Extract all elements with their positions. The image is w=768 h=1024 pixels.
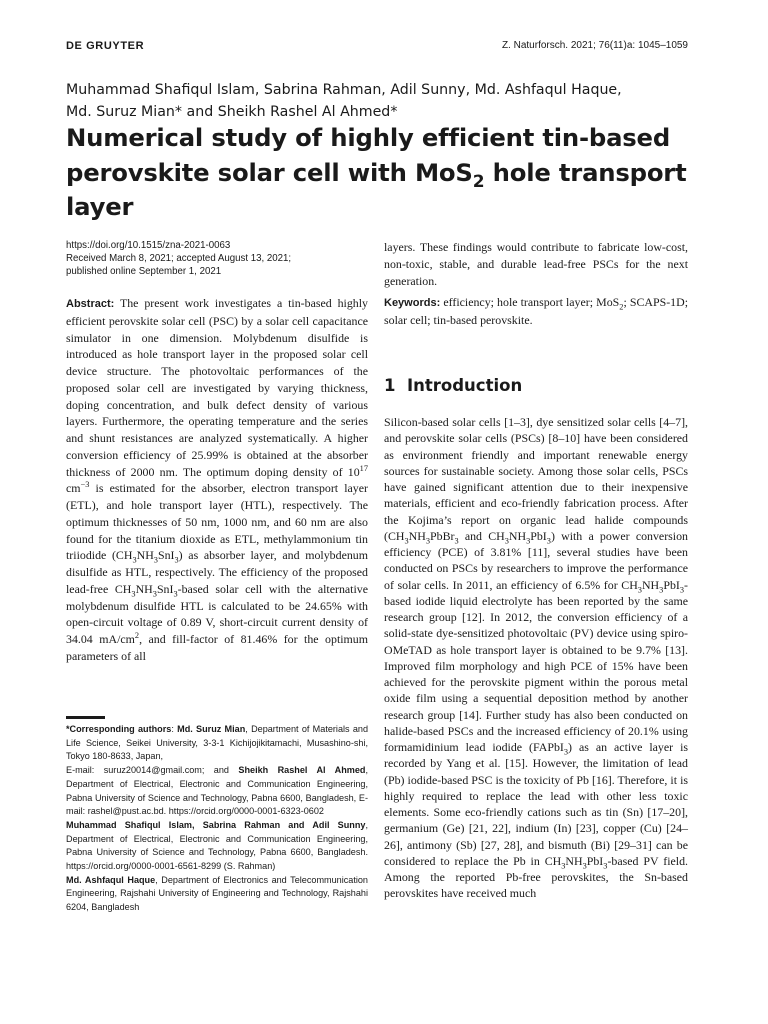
abstract-label: Abstract: bbox=[66, 298, 115, 310]
author-affiliation: Md. Ashfaqul Haque, Department of Electronics and Telecommunication Engineering, Rajshahi University of Engineering and Technology, Rajshahi 6204, Bangladesh bbox=[66, 874, 368, 913]
corresponding-authors: *Corresponding authors: Md. Suruz Mian, Department of Materials and Life Science, Seikei University, 3-3-1 Kichijojikitamachi, Musashino-shi, Tokyo 180-8633, Japan, E-mail: suruz20014@gmail.com; and Sheikh Rashel Al Ahmed, Department of Electrical, Electronic and Communication Engineering, Pabna University of Science and Technology, Pabna 6600, Bangladesh, E-mail: rashel@pust.ac.bd. https://orcid.org/0000-0001-6323-0602 bbox=[66, 724, 369, 817]
author-line: Md. Suruz Mian* and Sheikh Rashel Al Ahmed* bbox=[66, 104, 398, 120]
abstract-continued bbox=[384, 239, 688, 329]
introduction-body bbox=[384, 414, 688, 902]
title-line: layer bbox=[66, 192, 134, 221]
abstract-text: Abstract: The present work investigates a tin-based highly efficient perovskite solar cell (PSC) by a solar cell capacitance simulator in one dimension. Molybdenum disulfide is introduced as hole transport layer in the proposed solar cell device structure. The photovoltaic performances of the proposed solar cell are investigated by varying thickness, doping concentration, and bulk defect density of various layers. Furthermore, the operating temperature and the series and shunt resistances are analyzed systematically. A higher conversion efficiency of 25.99% is obtained at the absorber thickness of 2000 nm. The optimum doping density of $10^{17}$ $cm^{-3}$ is estimated for the absorber, electron transport layer (ETL), and hole transport layer (HTL), respectively. The optimum thicknesses of 50 nm, 1000 nm, and 60 nm are also found for the titanium dioxide as ETL, methylammonium tin triiodide $(CH_3NH_3SnI_3)$ as absorber layer, and molybdenum disulfide as HTL, respectively. The efficiency of the proposed lead-free $CH_3NH_3SnI_3$-based solar cell with the alternative molybdenum disulfide HTL is calculated to be 24.65% with open-circuit voltage of 0.89 V, short-circuit current density of 34.04 $mA/cm^2$, and fill-factor of 81.46% for the optimum parameters of all bbox=[66, 296, 369, 663]
introduction-paragraph: Silicon-based solar cells [1–3], dye sensitized solar cells [4–7], and perovskite solar cells (PSCs) [8–10] have been considered as environment friendly and important renewable energy sources for sustainable society. Among those solar cells, PSCs have gained significant attention due to their inexpensive materials, efficient and eco-friendly fabrication process. After the Kojima’s report on organic lead halide compounds ($CH_3NH_3PbBr_3$ and $CH_3NH_3PbI_3$) with a power conversion efficiency (PCE) of 3.81% [11], several studies have been conducted on PSCs by researchers to improve the performance of solar cells. In 2011, an efficiency of 6.5% for $CH_3NH_3PbI_3$-based iodide liquid electrolyte has been reported by the same research group [12]. In 2012, the conversion efficiency of a solid-state dye-sensitized photovoltaic (PV) device using spiro-OMeTAD as hole transport layer is obtained to be 9.7% [13]. Improved film morphology and high PCE of 15% have been achieved for the perovskite pigment within the porous metal oxide film using a sequential deposition method by another research group [14]. Further study has also been conducted on halide-based PSCs and the increased efficiency of 20.1% using formamidinium lead iodide (FAPbI$_3$) as an active layer is recorded by Yang et al. [15]. However, the limitation of lead (Pb) iodide-based PSC is the toxicity of Pb [16]. Therefore, it is highly required to replace the lead with other less toxic elements. Some eco-friendly cations such as tin (Sn) [17–20], germanium (Ge) [21, 22], indium (In) [23], copper (Cu) [24–26], antimony (Sb) [27, 28], and bismuth (Bi) [29–31] can be considered to replace the Pb in $CH_3NH_3PbI_3$-based PV field. Among the reported Pb-free perovskites, the Sn-based perovskites have received much bbox=[384, 415, 689, 901]
section-heading bbox=[384, 376, 522, 395]
received-date: Received March 8, 2021; accepted August 13, 2021; bbox=[66, 253, 292, 265]
section-title: Introduction bbox=[406, 376, 523, 395]
title-line: perovskite solar cell with MoS$_2$ hole transport bbox=[66, 157, 687, 192]
abstract bbox=[66, 295, 368, 665]
footnote-rule bbox=[66, 716, 105, 719]
published-date: published online September 1, 2021 bbox=[66, 266, 222, 278]
keywords: Keywords: efficiency; hole transport layer; MoS$_2$; SCAPS-1D; solar cell; tin-based perovskite. bbox=[384, 295, 689, 327]
doi-link[interactable]: https://doi.org/10.1515/zna-2021-0063 bbox=[66, 240, 231, 251]
journal-citation: Z. Naturforsch. 2021; 76(11)a: 1045–1059 bbox=[501, 40, 688, 51]
title-line: Numerical study of highly efficient tin-based bbox=[66, 123, 671, 152]
author-footnotes bbox=[66, 723, 368, 915]
author-affiliation: Muhammad Shafiqul Islam, Sabrina Rahman and Adil Sunny, Department of Electrical, Electronic and Communication Engineering, Pabna University of Science and Technology, Pabna 6600, Bangladesh. https://orcid.org/0000-0001-6561-8299 (S. Rahman) bbox=[66, 819, 368, 872]
author-list bbox=[66, 79, 706, 123]
article-metadata bbox=[66, 239, 291, 279]
keywords-label: Keywords: bbox=[384, 297, 441, 310]
section-number: 1 bbox=[384, 376, 396, 395]
article-title bbox=[66, 121, 716, 225]
abstract-continuation: layers. These findings would contribute to fabricate low-cost, non-toxic, stable, and durable lead-free PSCs for the next generation. bbox=[384, 240, 688, 288]
author-line: Muhammad Shafiqul Islam, Sabrina Rahman, Adil Sunny, Md. Ashfaqul Haque, bbox=[66, 82, 622, 98]
publisher-name: DE GRUYTER bbox=[66, 40, 145, 52]
